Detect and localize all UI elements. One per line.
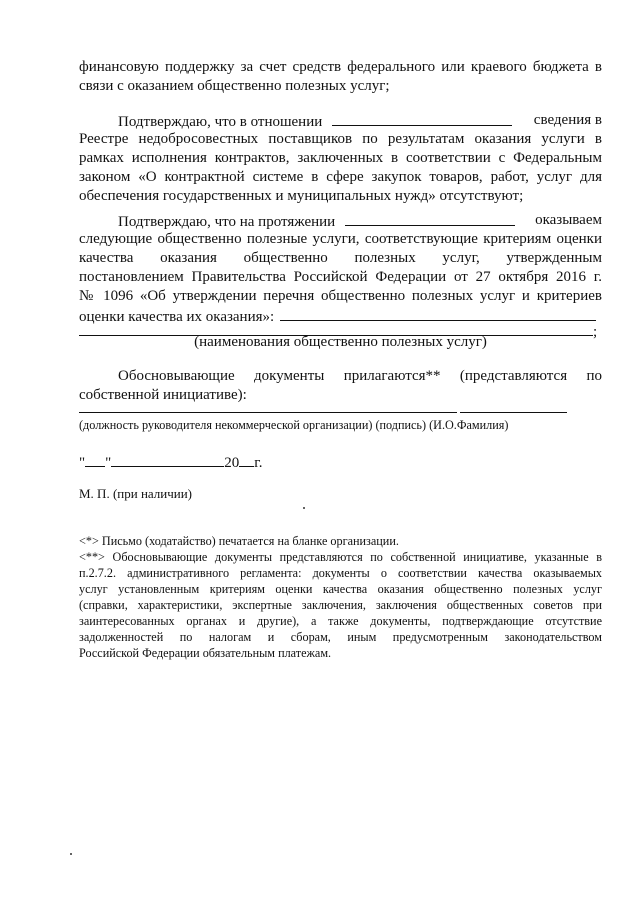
footnote-2-line-1: <**> Обосновывающие документы представляются по собственной инициативе, указанные в [79,550,602,564]
scan-speck [70,853,72,855]
footnote-2-line-4: (справки, характеристики, экспертные заключения, заключения общественных советов при [79,598,602,612]
services-blank-1 [280,306,596,321]
year-prefix: 20 [224,455,240,471]
year-suffix: г. [254,455,263,471]
stamp-note: М. П. (при наличии) [79,486,193,501]
footnote-2-line-2: п.2.7.2. административного регламента: документы о соответствии качества оказываемых [79,566,602,580]
date-line [79,452,379,473]
paragraph-3-line-1 [118,211,602,232]
paragraph-2-line-2: Реестре недобросовестных поставщиков по результатам оказания услуги в [79,131,602,147]
paragraph-2-line-1-end: сведения в [533,112,602,128]
paragraph-4-line-1: Обосновывающие документы прилагаются** (представляются по [118,368,602,384]
day-blank [85,452,105,467]
paragraph-3-line-4: постановлением Правительства Российской Федерации от 27 октября 2016 г. [79,269,602,285]
footnote-2-line-6: задолженностей по налогам и сборам, иным предусмотренным законодательством [79,630,602,644]
position-signature-line [79,412,457,413]
paragraph-3-line-5: № 1096 «Об утверждении перечня общественно полезных услуг и критериев [79,288,602,304]
organization-blank [332,111,512,126]
month-blank [111,452,224,467]
full-name-line [460,412,567,413]
footnote-2-line-3: услуг установленным критериям оценки качества оказания общественно полезных услуг [79,582,602,596]
paragraph-3-line-1-start: Подтверждаю, что на протяжении [118,214,336,230]
services-caption: (наименования общественно полезных услуг) [194,334,487,350]
date-quote-open: " [79,455,86,471]
paragraph-3-line-7-end: ; [593,324,598,340]
footnote-1: <*> Письмо (ходатайство) печатается на бланке организации. [79,534,399,548]
paragraph-4-line-2: собственной инициативе): [79,387,247,403]
date-quote-close: " [105,455,112,471]
paragraph-2-line-1 [118,111,602,132]
paragraph-3-line-3: качества оказания общественно полезных услуг, утвержденным [79,250,602,266]
scan-speck [303,507,305,509]
paragraph-2-line-4: законом «О контрактной системе в сфере закупок товаров, работ, услуг для [79,169,602,185]
paragraph-3-line-6-text: оценки качества их оказания»: [79,309,275,325]
paragraph-2-line-5: обеспечения государственных и муниципальных нужд» отсутствуют; [79,188,524,204]
paragraph-1-line-1: финансовую поддержку за счет средств федерального или краевого бюджета в [79,59,602,75]
paragraph-2-line-3: рамках исполнения контрактов, заключенных в соответствии с Федеральным [79,150,602,166]
paragraph-2-line-1-start: Подтверждаю, что в отношении [118,114,323,130]
footnote-2-line-5: заинтересованных органах и другие), а также документы, подтверждающие отсутствие [79,614,602,628]
paragraph-1-line-2: связи с оказанием общественно полезных услуг; [79,78,390,94]
period-blank [345,211,515,226]
year-blank [239,452,254,467]
signature-caption: (должность руководителя некоммерческой организации) (подпись) (И.О.Фамилия) [79,418,509,432]
paragraph-3-line-2: следующие общественно полезные услуги, соответствующие критериям оценки [79,231,602,247]
paragraph-3-line-1-end: оказываем [535,212,602,228]
footnote-2-line-7: Российской Федерации обязательным платежам. [79,646,332,660]
